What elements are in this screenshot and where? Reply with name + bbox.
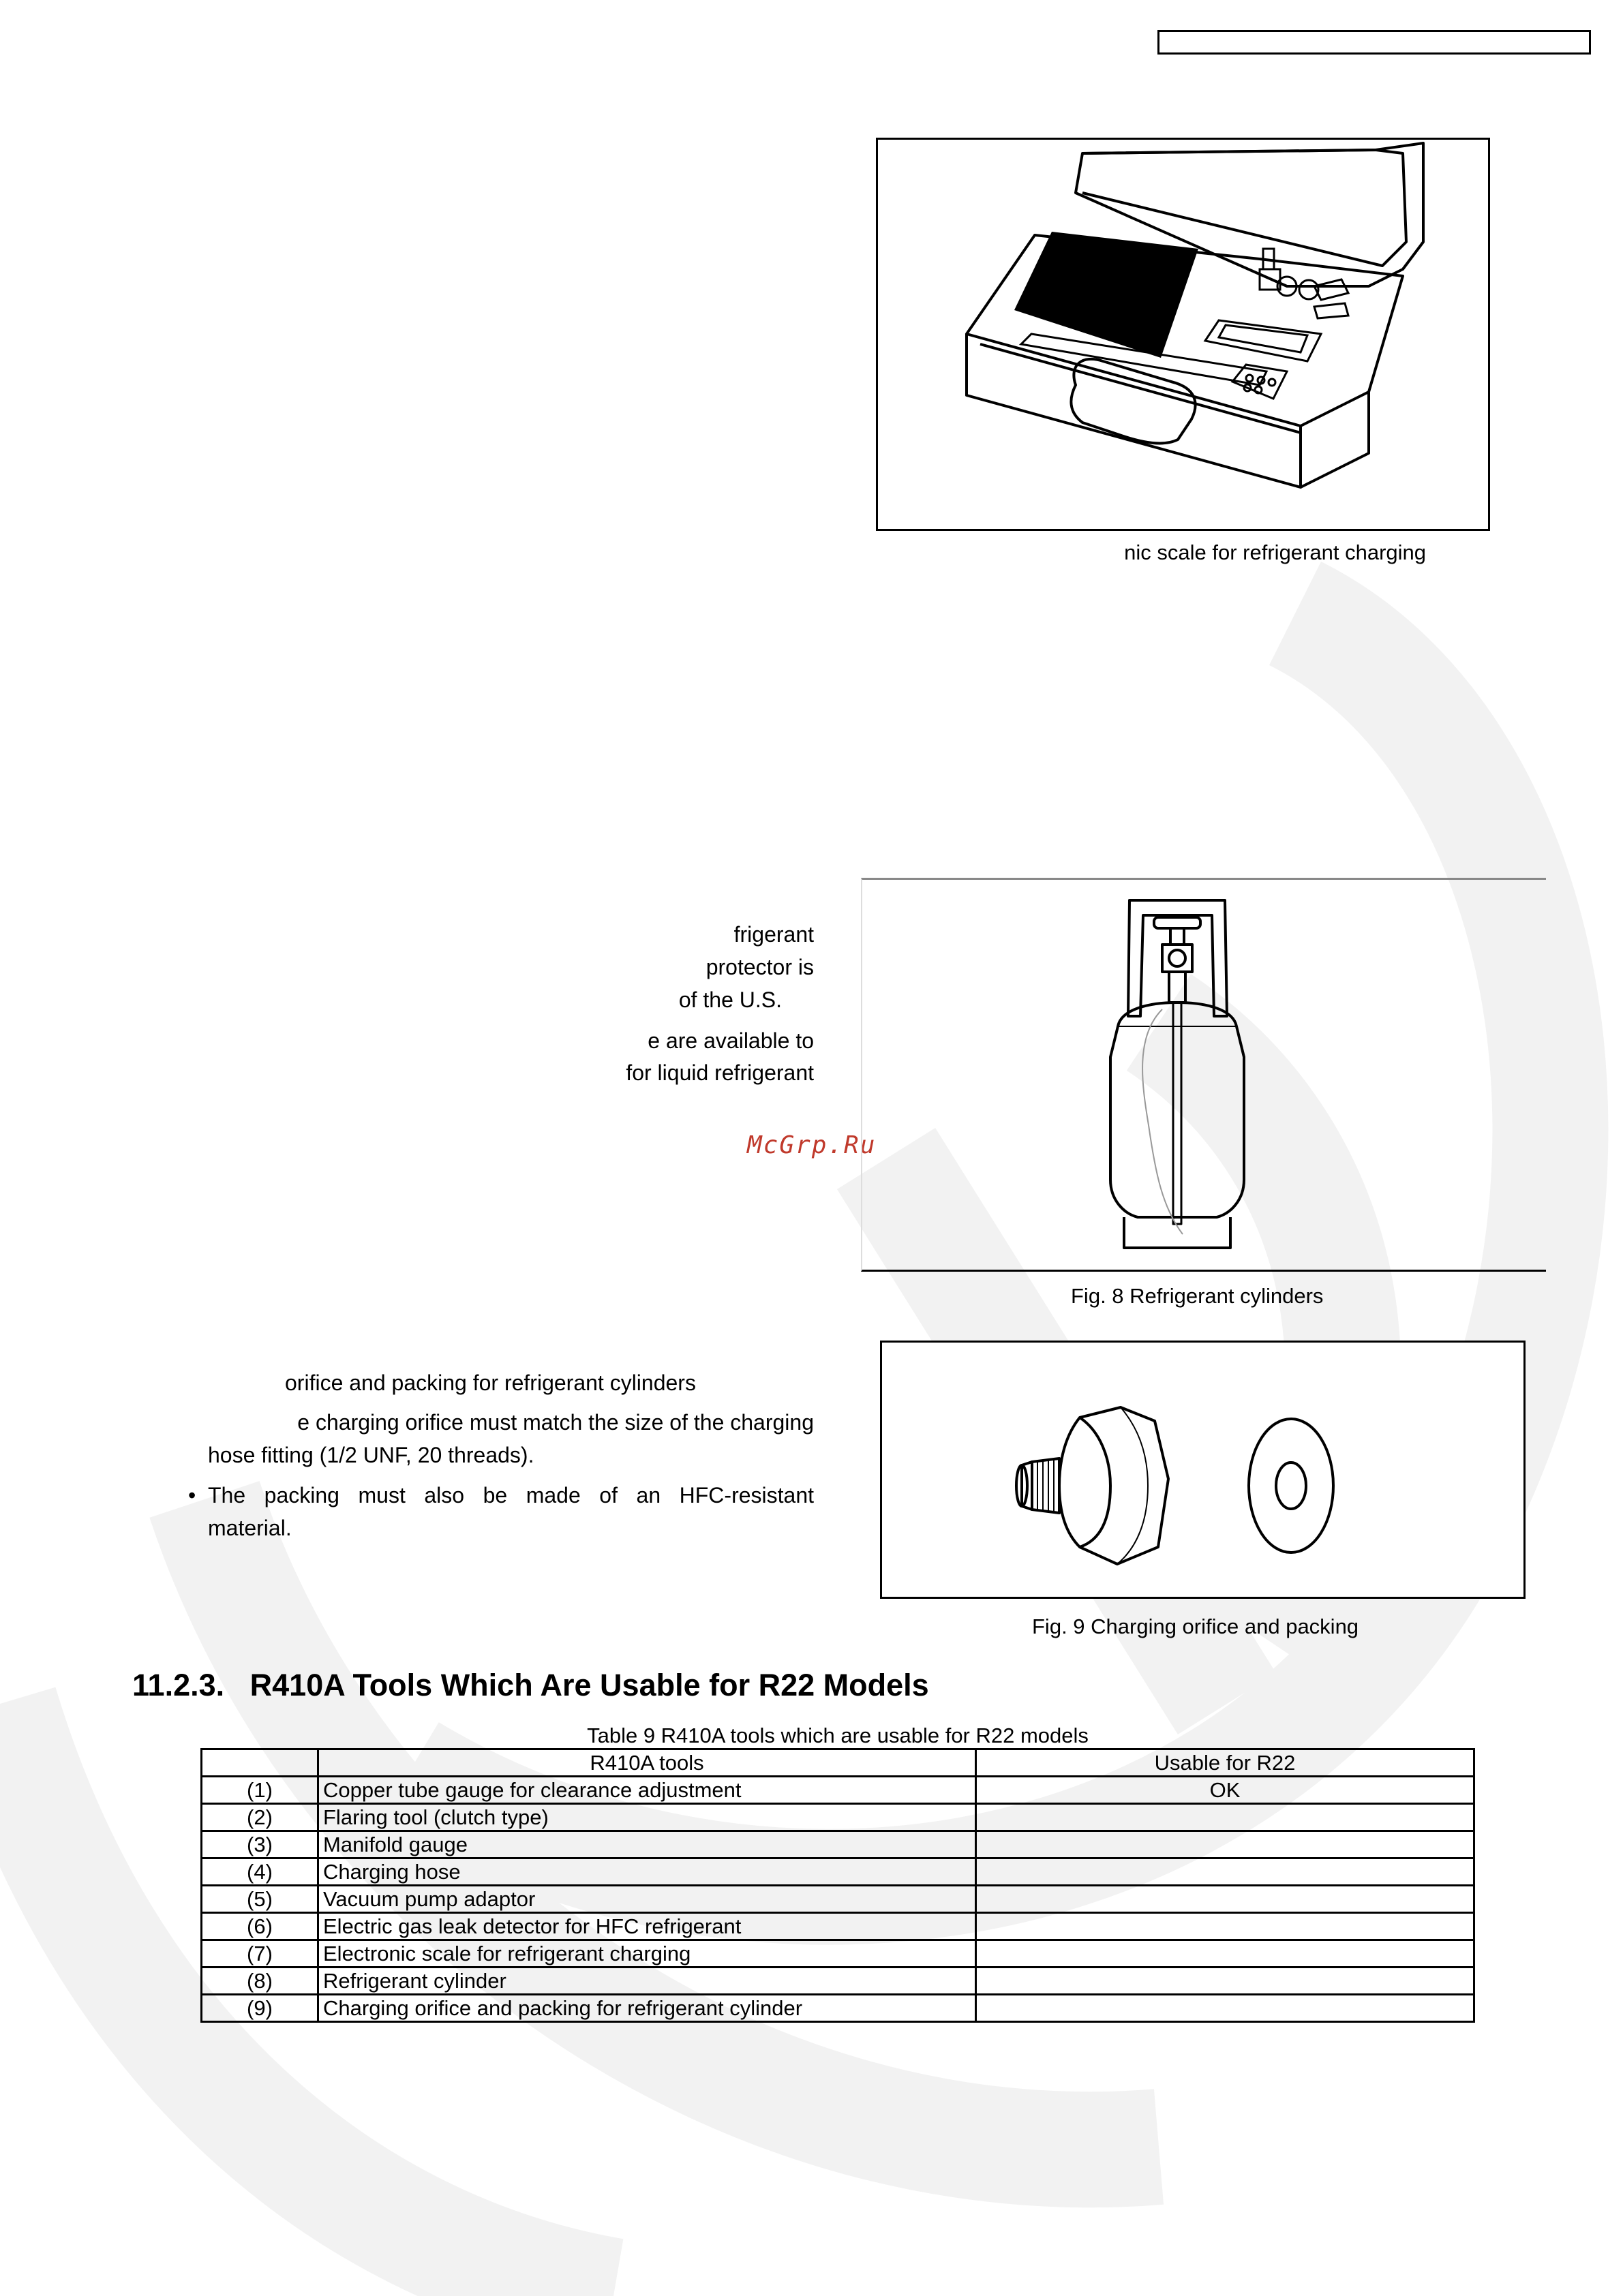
row-tool: Manifold gauge <box>318 1831 976 1858</box>
fig8-frame <box>861 878 1546 1272</box>
cylinder-text-line-1: frigerant <box>733 922 814 947</box>
row-tool: Electric gas leak detector for HFC refrigerant <box>318 1913 976 1940</box>
table-row <box>202 1777 1474 1804</box>
fig7-frame <box>876 138 1490 531</box>
table-row <box>202 1913 1474 1940</box>
header-num <box>202 1749 318 1777</box>
table-row <box>202 1995 1474 2022</box>
row-num: (6) <box>202 1913 318 1940</box>
cylinder-text-line-2: protector is <box>706 955 814 979</box>
orifice-line-1: e charging orifice must match the size of the charging <box>297 1410 814 1435</box>
row-usable <box>976 1913 1474 1940</box>
row-usable: OK <box>976 1777 1474 1804</box>
charging-orifice-illustration <box>882 1343 1523 1597</box>
row-usable <box>976 1804 1474 1831</box>
mcgrp-link[interactable]: McGrp.Ru <box>747 1131 877 1159</box>
row-usable <box>976 1995 1474 2022</box>
cylinder-text-line-4: e are available to <box>648 1028 814 1053</box>
row-tool: Vacuum pump adaptor <box>318 1886 976 1913</box>
table-header-row <box>202 1749 1474 1777</box>
row-usable <box>976 1940 1474 1968</box>
row-tool: Charging hose <box>318 1858 976 1886</box>
row-num: (9) <box>202 1995 318 2022</box>
row-num: (5) <box>202 1886 318 1913</box>
fig7-caption: nic scale for refrigerant charging <box>1124 540 1426 564</box>
row-usable <box>976 1886 1474 1913</box>
row-num: (8) <box>202 1968 318 1995</box>
row-tool: Charging orifice and packing for refrigerant cylinder <box>318 1995 976 2022</box>
table-row <box>202 1804 1474 1831</box>
row-usable <box>976 1831 1474 1858</box>
table-row <box>202 1886 1474 1913</box>
fig8-caption: Fig. 8 Refrigerant cylinders <box>1071 1284 1324 1308</box>
row-usable <box>976 1858 1474 1886</box>
electronic-scale-illustration <box>878 140 1488 529</box>
header-box <box>1157 30 1591 55</box>
table-row <box>202 1940 1474 1968</box>
row-usable <box>976 1968 1474 1995</box>
header-usable: Usable for R22 <box>976 1749 1474 1777</box>
row-tool: Refrigerant cylinder <box>318 1968 976 1995</box>
table-caption: Table 9 R410A tools which are usable for R22 models <box>587 1724 1089 1747</box>
section-title: 11.2.3. R410A Tools Which Are Usable for R22 Models <box>132 1668 929 1702</box>
orifice-heading: orifice and packing for refrigerant cylinders <box>285 1371 696 1395</box>
fig9-caption: Fig. 9 Charging orifice and packing <box>1032 1614 1359 1638</box>
table-row <box>202 1858 1474 1886</box>
table-row <box>202 1831 1474 1858</box>
orifice-line-2: hose fitting (1/2 UNF, 20 threads). <box>208 1443 534 1467</box>
orifice-line-3: The packing must also be made of an HFC-resistant <box>208 1483 814 1507</box>
orifice-line-4: material. <box>208 1516 292 1540</box>
orifice-bullet: • <box>188 1483 196 1507</box>
tools-table <box>200 1748 1475 2023</box>
table-row <box>202 1968 1474 1995</box>
refrigerant-cylinder-illustration <box>862 880 1546 1270</box>
row-num: (3) <box>202 1831 318 1858</box>
row-tool: Copper tube gauge for clearance adjustment <box>318 1777 976 1804</box>
row-num: (4) <box>202 1858 318 1886</box>
row-num: (7) <box>202 1940 318 1968</box>
fig9-frame <box>880 1341 1526 1599</box>
row-num: (2) <box>202 1804 318 1831</box>
cylinder-text-line-3: of the U.S. <box>678 988 782 1012</box>
header-tool: R410A tools <box>318 1749 976 1777</box>
row-tool: Electronic scale for refrigerant charging <box>318 1940 976 1968</box>
row-tool: Flaring tool (clutch type) <box>318 1804 976 1831</box>
row-num: (1) <box>202 1777 318 1804</box>
cylinder-text-line-5: for liquid refrigerant <box>626 1060 814 1085</box>
